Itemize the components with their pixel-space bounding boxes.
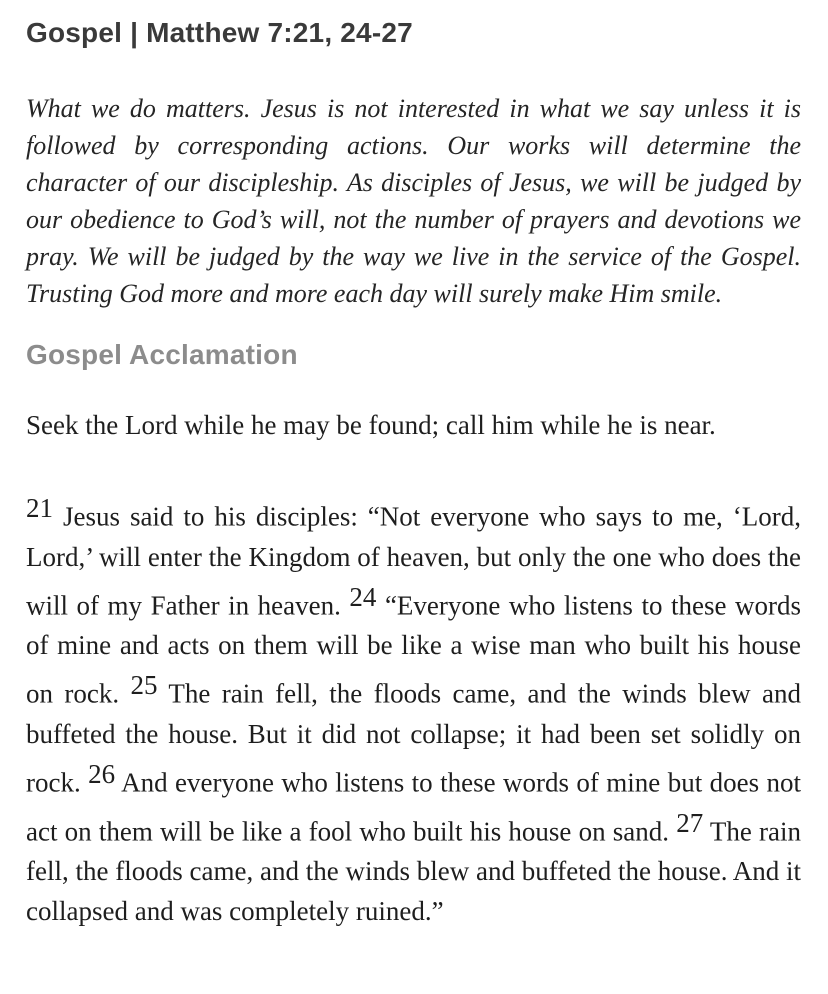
acclamation-heading: Gospel Acclamation [26, 339, 298, 370]
verse-number: 25 [130, 670, 158, 701]
acclamation-text: Seek the Lord while he may be found; call him while he is near. [26, 410, 716, 440]
gospel-passage [26, 488, 801, 931]
verse-text: The rain fell, the floods came, and the winds blew and buffeted the house. And it collapsed and was completely ruined.” [26, 816, 802, 927]
page-title: Gospel | Matthew 7:21, 24-27 [26, 17, 413, 48]
verse-number: 21 [26, 493, 53, 523]
verse-text: “Everyone who listens to these words of mine and acts on them will be like a wise man who built his house on rock. [26, 590, 802, 709]
reflection-paragraph: What we do matters. Jesus is not interested in what we say unless it is followed by corresponding actions. Our works will determine the character of our discipleship. As disciples of Jesus, we will be judged by our obedience to God’s will, not the number of prayers and devotions we pray. We will be judged by the way we live in the service of the Gospel. Trusting God more and more each day will surely make Him smile. [26, 94, 801, 308]
verse-text: Jesus said to his disciples: “Not everyone who says to me, ‘Lord, Lord,’ will enter the Kingdom of heaven, but only the one who does the will of my Father in heaven. [26, 501, 801, 621]
verse-text: And everyone who listens to these words of mine but does not act on them will be like a fool who built his house on sand. [26, 767, 802, 847]
verse-number: 27 [676, 807, 704, 838]
verse-number: 26 [88, 758, 116, 789]
verse-text: The rain fell, the floods came, and the winds blew and buffeted the house. But it did not collapse; it had been set solidly on rock. [26, 678, 802, 798]
verse-number: 24 [349, 581, 377, 612]
